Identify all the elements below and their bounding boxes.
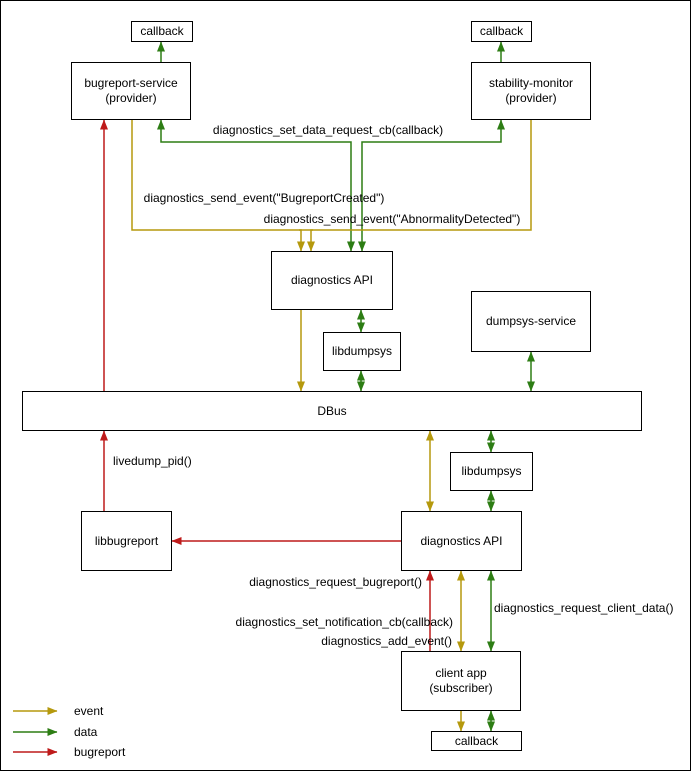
legend-item-bugreport xyxy=(12,745,125,759)
node-libdumpsys-upper xyxy=(323,332,401,371)
node-sublabel: (provider) xyxy=(505,91,557,105)
legend-arrow-data-icon xyxy=(12,727,64,737)
node-label: libdumpsys xyxy=(331,344,393,358)
node-sublabel: (subscriber) xyxy=(429,681,493,695)
node-label: stability-monitor xyxy=(488,76,574,90)
node-label: client app xyxy=(435,666,487,680)
node-label: dumpsys-service xyxy=(485,314,577,328)
legend-item-data xyxy=(12,725,97,739)
edge-label-add-event: diagnostics_add_event() xyxy=(321,634,452,648)
node-diagnostics-api-lower xyxy=(401,511,522,571)
edge-label-send-event-bugreport-created: diagnostics_send_event("BugreportCreated") xyxy=(143,191,385,205)
node-stability-monitor xyxy=(471,62,591,120)
legend-arrow-bugreport-icon xyxy=(12,747,64,757)
node-label: libbugreport xyxy=(94,533,159,548)
node-label: diagnostics API xyxy=(290,273,374,287)
edge-label-send-event-abnormality-detected: diagnostics_send_event("AbnormalityDetected") xyxy=(263,212,521,226)
edge-label-request-client-data: diagnostics_request_client_data() xyxy=(494,601,674,615)
node-label: libdumpsys xyxy=(461,464,522,478)
node-label: callback xyxy=(140,24,184,38)
node-callback-top-left xyxy=(131,21,193,42)
edge-label-request-bugreport: diagnostics_request_bugreport() xyxy=(249,575,422,589)
node-client-app xyxy=(401,651,521,711)
edge-event-stability-monitor-to-api xyxy=(311,120,531,251)
edge-label-set-data-request-cb: diagnostics_set_data_request_cb(callback) xyxy=(212,123,444,137)
node-label: callback xyxy=(454,733,499,748)
legend-label-event: event xyxy=(74,704,104,718)
edge-data-api-upper-bugreport-service xyxy=(161,120,351,251)
node-bugreport-service xyxy=(71,62,191,120)
node-label: bugreport-service xyxy=(84,76,178,90)
node-callback-top-right xyxy=(471,21,532,42)
node-dbus xyxy=(22,391,642,431)
legend-label-bugreport: bugreport xyxy=(74,745,126,759)
edge-data-api-upper-stability-monitor xyxy=(362,120,501,251)
legend-arrow-event-icon xyxy=(12,706,64,716)
node-dumpsys-service xyxy=(471,291,591,352)
legend-item-event xyxy=(12,704,103,718)
node-libbugreport xyxy=(81,511,172,571)
node-label: diagnostics API xyxy=(420,533,503,548)
node-libdumpsys-lower xyxy=(450,452,533,491)
node-label: DBus xyxy=(317,403,347,418)
legend-label-data: data xyxy=(74,725,98,739)
edge-label-livedump-pid: livedump_pid() xyxy=(113,454,192,468)
node-sublabel: (provider) xyxy=(105,91,157,105)
node-callback-bottom xyxy=(431,731,522,751)
node-label: callback xyxy=(479,24,524,38)
node-diagnostics-api-upper xyxy=(271,251,393,310)
edge-event-bugreport-service-to-api xyxy=(132,120,301,251)
edge-label-set-notification-cb: diagnostics_set_notification_cb(callback) xyxy=(235,615,453,629)
